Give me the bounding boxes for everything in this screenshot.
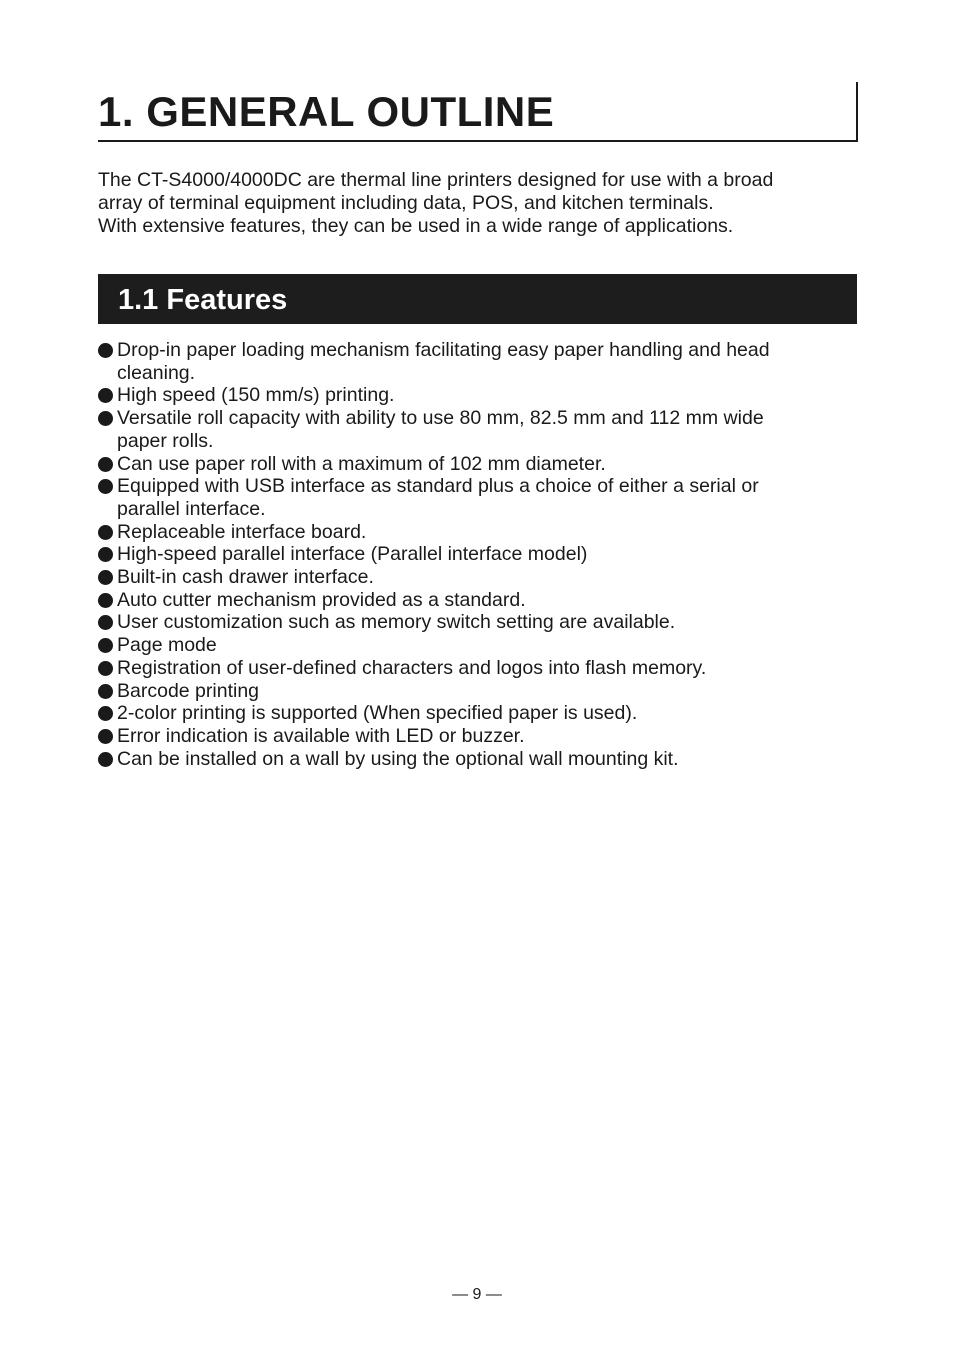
bullet-icon [98,343,113,358]
page-number: — 9 — [452,1286,502,1303]
bullet-icon [98,547,113,562]
feature-text: Auto cutter mechanism provided as a standard. [117,588,526,611]
feature-item [98,453,868,476]
feature-item [98,543,868,566]
feature-text: cleaning. [117,361,196,384]
bullet-icon [98,479,113,494]
feature-item [98,589,868,612]
bullet-icon [98,411,113,426]
feature-text: Replaceable interface board. [117,520,367,543]
intro-line: With extensive features, they can be used in a wide range of applications. [98,215,734,237]
bullet-icon [98,706,113,721]
feature-item [98,521,868,544]
bullet-icon [98,638,113,653]
bullet-icon [98,388,113,403]
feature-text: Page mode [117,634,217,657]
feature-item [98,566,868,589]
chapter-title: 1. GENERAL OUTLINE [98,88,555,135]
bullet-icon [98,570,113,585]
feature-text: High-speed parallel interface (Parallel interface model) [117,543,588,566]
feature-item [98,634,868,657]
feature-item [98,384,868,407]
intro-paragraph [98,169,868,238]
feature-text: Can use paper roll with a maximum of 102 mm diameter. [117,452,606,475]
bullet-icon [98,593,113,608]
feature-text: Drop-in paper loading mechanism facilitating easy paper handling and head [117,339,770,361]
intro-line: The CT-S4000/4000DC are thermal line printers designed for use with a broad [98,169,774,191]
intro-line: array of terminal equipment including data, POS, and kitchen terminals. [98,192,714,214]
feature-text: Registration of user-defined characters and logos into flash memory. [117,656,707,679]
feature-text: Built-in cash drawer interface. [117,566,374,589]
bullet-icon [98,525,113,540]
feature-text: High speed (150 mm/s) printing. [117,384,395,407]
feature-item [98,725,868,748]
feature-text: Error indication is available with LED or buzzer. [117,724,525,747]
feature-item [98,407,868,452]
feature-text: 2-color printing is supported (When specified paper is used). [117,702,638,725]
feature-text: Versatile roll capacity with ability to use 80 mm, 82.5 mm and 112 mm wide [117,407,764,430]
feature-text: paper rolls. [117,429,214,452]
feature-item [98,339,868,384]
chapter-heading [98,82,858,142]
bullet-icon [98,615,113,630]
section-title: 1.1 Features [118,284,288,316]
bullet-icon [98,684,113,699]
feature-item [98,611,868,634]
feature-item [98,657,868,680]
feature-text: User customization such as memory switch setting are available. [117,611,676,634]
feature-item [98,748,868,771]
feature-item [98,475,868,520]
bullet-icon [98,457,113,472]
section-heading-bar [98,274,857,324]
features-list [98,339,868,770]
bullet-icon [98,729,113,744]
feature-item [98,680,868,703]
feature-text: Can be installed on a wall by using the optional wall mounting kit. [117,747,679,770]
feature-text: parallel interface. [117,497,266,520]
bullet-icon [98,661,113,676]
bullet-icon [98,752,113,767]
feature-item [98,702,868,725]
feature-text: Barcode printing [117,679,260,702]
feature-text: Equipped with USB interface as standard plus a choice of either a serial or [117,475,759,498]
